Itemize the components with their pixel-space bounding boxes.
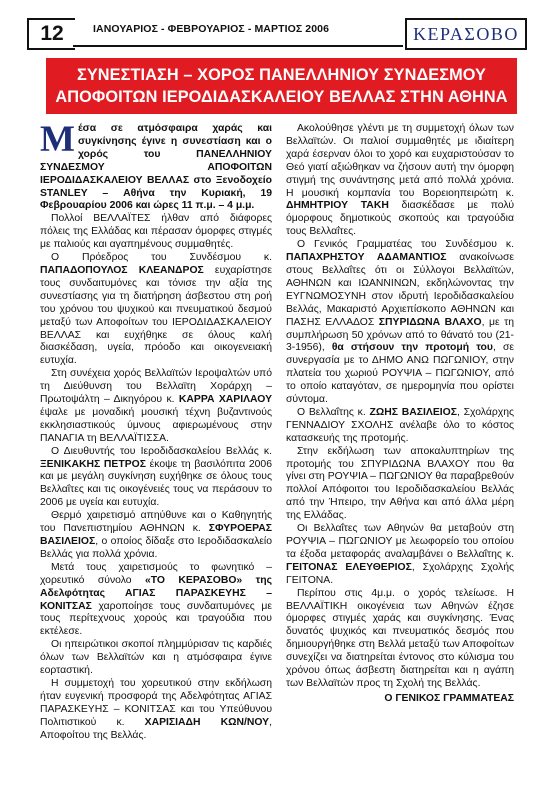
- intro-text: έσα σε ατμόσφαιρα χαράς και συγκίνησης έγινε η συνεστίαση και ο χορός του ΠΑΝΕΛΛΗΝΙΟΥ ΣΥΝΔΕΣΜΟΥ ΑΠΟΦΟΙΤΩΝ ΙΕΡΟΔΙΔΑΣΚΑΛΕΙΟΥ ΒΕΛΛΑΣ στο Ξενοδοχείο STANLEY – Αθήνα την Κυριακή, 19 Φεβρουαρίου 2006 και ώρες 11 π.μ. – 4 μ.μ.: [40, 123, 272, 212]
- paragraph: [40, 252, 272, 368]
- article-column-right: [286, 123, 514, 706]
- person-name: ΠΑΠΑΧΡΗΣΤΟΥ ΑΔΑΜΑΝΤΙΟΣ: [286, 252, 447, 264]
- issue-months: ΙΑΝΟΥΑΡΙΟΣ - ΦΕΒΡΟΥΑΡΙΟΣ - ΜΑΡΤΙΟΣ 2006: [93, 23, 330, 35]
- paragraph: [40, 562, 272, 639]
- person-name: ΣΦΥΡΟΕΡΑΣ ΒΑΣΙΛΕΙΟΣ: [40, 523, 272, 547]
- text: Μετά τους χαιρετισμούς το φωνητικό – χορευτικό σύνολο: [40, 561, 272, 586]
- text: , Σχολάρχης ΓΕΝΝΑΔΙΟΥ ΣΧΟΛΗΣ ανέλαβε όλο το κόστος κατασκευής της προτομής.: [286, 406, 515, 444]
- text: ανακοίνωσε στους Βελλαΐτες ότι οι Σύλλογοι Βελλαϊτών, ΑΘΗΝΩΝ και ΙΩΑΝΝΙΝΩΝ, εκδηλώνοντας την ΕΥΓΝΩΜΟΣΥΝΗ στον ιδρυτή Ιεροδιδασκαλείου Βελλάς, Μακαριστό Αρχιεπίσκοπο ΑΘΗΝΩΝ και ΠΑΣΗΣ ΕΛΛΑΔΟΣ: [286, 252, 514, 328]
- text: χαροποίησε τους συνδαιτυμόνες με τους περίτεχνους χορούς και τραγούδια που εκτέλεσε.: [40, 600, 272, 638]
- text: Ο Διευθυντής του Ιεροδιδασκαλείου Βελλάς κ.: [51, 445, 272, 457]
- text: Στη συνέχεια χορός Βελλαϊτών Ιεροψαλτών υπό τη Διεύθυνση του Βελλαϊτη Χοράρχη – Πρωτοψάλτη – Δικηγόρου κ.: [40, 368, 272, 406]
- newsletter-brand: ΚΕΡΑΣΟΒΟ: [405, 18, 527, 50]
- text: Θερμό χαιρετισμό απηύθυνε και ο Καθηγητής του Πανεπιστημίου ΑΘΗΝΩΝ κ.: [40, 510, 272, 535]
- person-name: ΔΗΜΗΤΡΙΟΥ ΤΑΚΗ: [286, 200, 389, 212]
- text: έκοψε τη βασιλόπιτα 2006 και με μεγάλη συγκίνηση ευχήθηκε σε όλους τους Βελλαΐτες και τις οικογένειές τους να περάσουν το 2006 με υγεία και ευτυχία.: [40, 458, 272, 509]
- person-name: ΣΠΥΡΙΔΩΝΑ ΒΛΑΧΟ: [378, 316, 482, 328]
- text: , ο οποίος δίδαξε στο Ιεροδιδασκαλείο Βελλάς για πολλά χρόνια.: [40, 536, 272, 560]
- paragraph: [286, 239, 514, 407]
- text: ευχαρίστησε τους συνδαιτυμόνες και τόνισε την αξία της συνεστίασης για τη διατήρηση άσβεστου στη ροή του χρόνου του ψυχικού και πνευματικού δεσμού μεταξύ των Αποφοίτων του ΙΕΡΟΔΙΔΑΣΚΑΛΕΙΟΥ ΒΕΛΛΑΣ και ευχήθηκε σε όλους καλή διασκέδαση, υγεία, πρόοδο και οικογενειακή ευτυχία.: [40, 264, 272, 367]
- paragraph: [40, 510, 272, 562]
- person-name: ΧΑΡΙΣΙΑΔΗ ΚΩΝ/ΝΟΥ: [144, 716, 270, 728]
- text: , Σχολάρχης Σχολής ΓΕΙΤΟΝΑ.: [286, 561, 514, 586]
- text: Ακολούθησε γλέντι με τη συμμετοχή όλων των Βελλαϊτών. Οι παλιοί συμμαθητές με ιδιαίτερη χαρά έσερναν όλοι το χορό και ευχαριστούσαν το Θεό γιατί αξιώθηκαν να ζήσουν αυτή την όμορφη στιγμή της συνάντησης μετά από πολλά χρόνια. Η μουσική κομπανία του Βορειοηπειρώτη κ.: [286, 123, 514, 199]
- article-column-left: [40, 119, 272, 743]
- signature: Ο ΓΕΝΙΚΟΣ ΓΡΑΜΜΑΤΕΑΣ: [384, 692, 514, 704]
- paragraph: [286, 407, 514, 446]
- text: Ο Βελλαΐτης κ.: [297, 406, 370, 418]
- header-rule: [73, 45, 403, 47]
- paragraph: Οι ηπειρώτικοι σκοποί πλημμύρισαν τις καρδιές όλων των Βελλαϊτών και η ατμόσφαιρα έγινε εορταστική.: [40, 639, 272, 677]
- page-header: [27, 18, 527, 48]
- text: Ο Γενικός Γραμματέας του Συνδέσμου κ.: [297, 239, 514, 251]
- headline-banner: [46, 58, 517, 114]
- person-name: ΖΩΗΣ ΒΑΣΙΛΕΙΟΣ: [369, 406, 457, 418]
- person-name: ΓΕΙΤΟΝΑΣ ΕΛΕΥΘΕΡΙΟΣ: [286, 561, 412, 573]
- person-name: ΠΑΠΑΔΟΠΟΥΛΟΣ ΚΛΕΑΝΔΡΟΣ: [40, 264, 204, 276]
- paragraph: [286, 523, 514, 588]
- paragraph: [286, 123, 514, 239]
- paragraph-intro: [40, 119, 272, 213]
- paragraph: Πολλοί ΒΕΛΛΑΪΤΕΣ ήλθαν από διάφορες πόλεις της Ελλάδας και πέρασαν όμορφες στιγμές με παλιούς και αγαπημένους συμμαθητές.: [40, 213, 272, 251]
- paragraph: Στην εκδήλωση των αποκαλυπτηρίων της προτομής του ΣΠΥΡΙΔΩΝΑ ΒΛΑΧΟΥ που θα γίνει στη ΡΟΥΨΙΑ – ΠΩΓΩΝΙΟΥ θα παραβρεθούν πολλοί Απόφοιτοι του Ιεροδιδασκαλείου Βελλάς από την Ήπειρο, την Αθήνα και από άλλα μέρη της Ελλάδας.: [286, 445, 514, 522]
- text: Η συμμετοχή του χορευτικού στην εκδήλωση ήταν ευγενική προσφορά της Αδελφότητας ΑΓΙΑΣ ΠΑΡΑΣΚΕΥΗΣ – ΚΟΝΙΤΣΑΣ και του Υπεύθυνου Πολιτιστικού κ.: [40, 677, 272, 728]
- emphasis-text: θα στήσουν την προτομή του: [331, 342, 493, 354]
- headline-line-1: ΣΥΝΕΣΤΙΑΣΗ – ΧΟΡΟΣ ΠΑΝΕΛΛΗΝΙΟΥ ΣΥΝΔΕΣΜΟΥ: [76, 66, 487, 84]
- text: διασκέδασε με πολύ όμορφους δημοτικούς σκοπούς και τραγούδια τους Βελλαΐτες.: [286, 200, 514, 238]
- text: , Αποφοίτου της Βελλάς.: [40, 716, 272, 741]
- drop-cap: Μ: [40, 119, 75, 160]
- group-name: «ΤΟ ΚΕΡΑΣΟΒΟ» της Αδελφότητας ΑΓΙΑΣ ΠΑΡΑΣΚΕΥΗΣ – ΚΟΝΙΤΣΑΣ: [40, 574, 272, 612]
- person-name: ΚΑΡΡΑ ΧΑΡΙΛΑΟΥ: [178, 394, 272, 406]
- page-number: 12: [27, 18, 75, 50]
- text: Οι Βελλαΐτες των Αθηνών θα μεταβούν στη ΡΟΥΨΙΑ – ΠΩΓΩΝΙΟΥ με λεωφορείο του οποίου τα έξοδα μεταφοράς αναλαμβάνει ο Βελλαΐτης κ.: [286, 523, 514, 560]
- text: , σε συνεργασία με το ΔΗΜΟ ΑΝΩ ΠΩΓΩΝΙΟΥ, στην πλατεία του χωριού ΡΟΥΨΙΑ – ΠΩΓΩΝΙΟΥ, από το οποίο καταγόταν, σε ημερομηνία που ορίστει σύντομα.: [286, 342, 514, 406]
- paragraph: [40, 368, 272, 445]
- text: έψαλε με μοναδική μουσική τέχνη βυζαντινούς εκκλησιαστικούς ύμνους αφιερωμένους στην ΠΑΝΑΓΙΑ τη ΒΕΛΛΑΪΤΙΣΣΑ.: [40, 406, 272, 444]
- text: Ο Πρόεδρος του Συνδέσμου κ.: [51, 252, 272, 264]
- headline-line-2: ΑΠΟΦΟΙΤΩΝ ΙΕΡΟΔΙΔΑΣΚΑΛΕΙΟΥ ΒΕΛΛΑΣ ΣΤΗΝ ΑΘΗΝΑ: [55, 88, 508, 106]
- paragraph: Περίπου στις 4μ.μ. ο χορός τελείωσε. Η ΒΕΛΛΑΪΤΙΚΗ οικογένεια των Αθηνών έζησε όμορφες στιγμές χαράς και συγκίνησης. Ένας δυνατός ψυχικός και πνευματικός δεσμός που δημιουργήθηκε στη Βελλά μεταξύ των Αποφοίτων συνεχίζει να διατηρείται έντονος στο κύλισμα του χρόνου όπως άσβεστη διατηρείται και η αγάπη των Βελλαϊτών προς τη Σχολή της Βελλάς.: [286, 587, 514, 689]
- person-name: ΞΕΝΙΚΑΚΗΣ ΠΕΤΡΟΣ: [40, 458, 146, 470]
- paragraph: [40, 678, 272, 743]
- paragraph: [40, 446, 272, 511]
- text: , με τη συμπλήρωση 50 χρόνων από το θάνατό του (21-3-1956),: [286, 316, 514, 354]
